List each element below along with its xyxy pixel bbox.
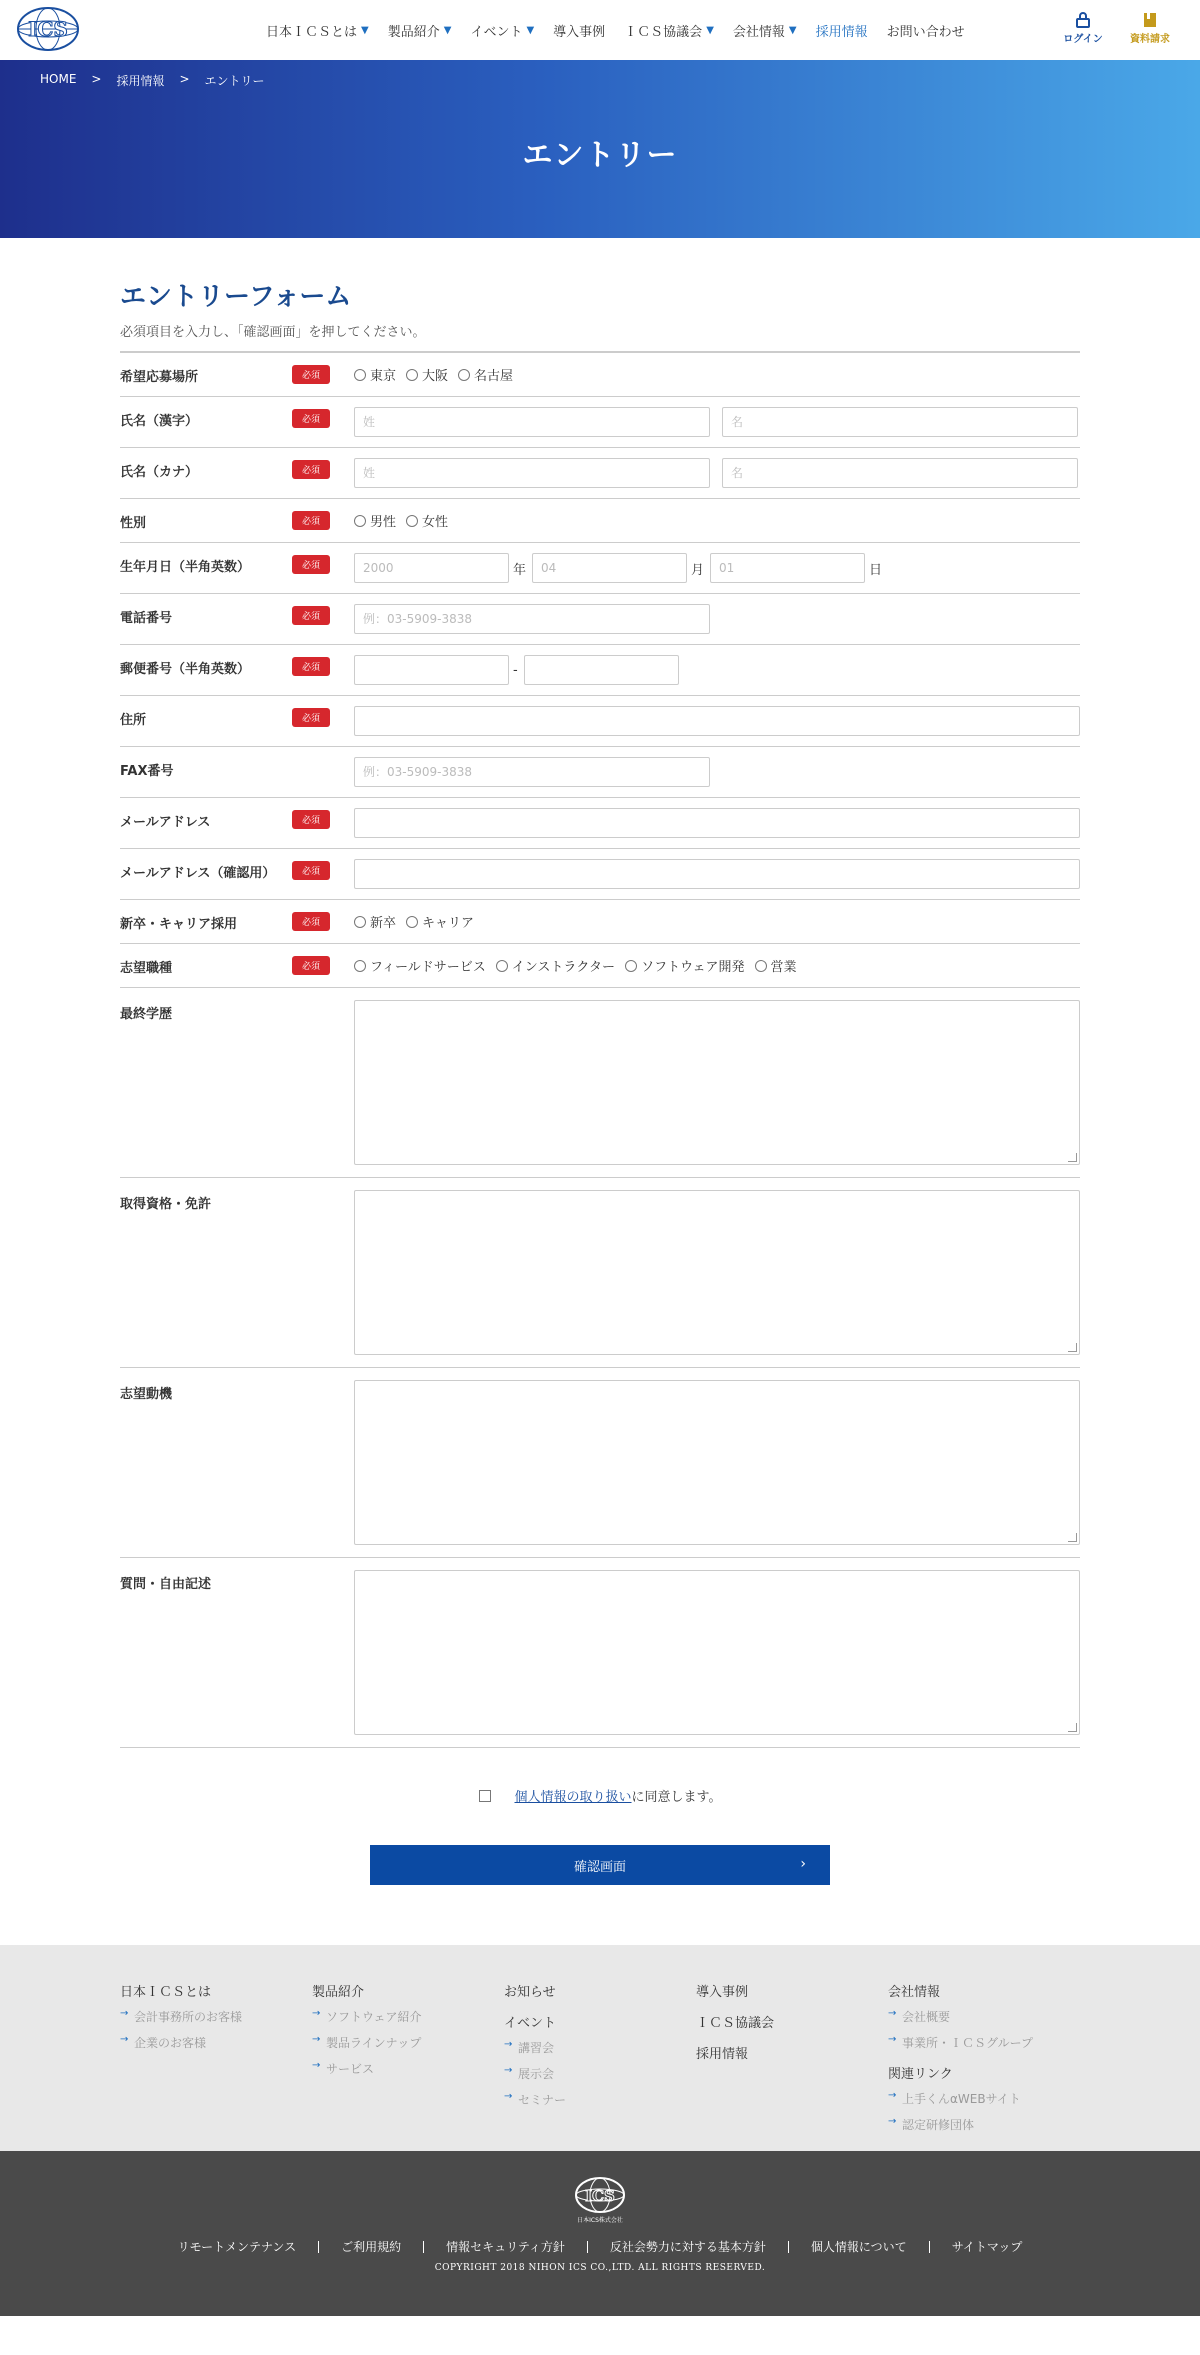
radio-label: 名古屋 xyxy=(474,369,514,384)
email-input[interactable] xyxy=(354,808,1080,838)
radio-option[interactable] xyxy=(354,365,396,384)
nav-item-label: 会社情報 xyxy=(732,24,785,40)
confirm-button-label: 確認画面 xyxy=(573,1859,626,1875)
form-row-phone xyxy=(120,594,1080,645)
required-badge: 必須 xyxy=(292,708,330,727)
footer-link[interactable]: → 認定研修団体 xyxy=(902,2116,1080,2133)
field-label: 最終学歴 xyxy=(120,1007,173,1022)
required-badge: 必須 xyxy=(292,460,330,479)
footer-heading-link[interactable]: 導入事例 xyxy=(696,1985,749,2000)
footer-link[interactable]: → 事業所・ＩＣＳグループ xyxy=(902,2034,1080,2051)
copyright: COPYRIGHT 2018 NIHON ICS CO.,LTD. ALL RIGHTS RESERVED. xyxy=(434,2263,766,2273)
field-label: 志望動機 xyxy=(120,1387,173,1402)
form-row-gender xyxy=(120,499,1080,543)
footer-heading-link[interactable]: 日本ＩＣＳとは xyxy=(120,1985,212,2000)
footer-column xyxy=(888,1981,1080,2142)
radio-option[interactable] xyxy=(354,511,396,530)
caret-down-icon: ▼ xyxy=(361,24,369,36)
nav-item-label: お問い合わせ xyxy=(886,24,965,40)
radio-label: 営業 xyxy=(770,960,797,975)
nav-item-label: 製品紹介 xyxy=(387,24,440,40)
field-label: 取得資格・免許 xyxy=(120,1197,212,1212)
breadcrumb-separator: > xyxy=(179,72,190,86)
radio-option[interactable] xyxy=(755,956,797,975)
footer-link[interactable]: → 企業のお客様 xyxy=(134,2034,312,2051)
form-row-name-kanji xyxy=(120,397,1080,448)
privacy-agreement xyxy=(120,1786,1080,1805)
radio-label: フィールドサービス xyxy=(370,960,486,975)
form-title: エントリーフォーム xyxy=(120,282,352,312)
field-label: 志望職種 xyxy=(120,961,173,976)
footer-link[interactable]: → サービス xyxy=(326,2060,504,2077)
footer-bottom-link[interactable]: ご利用規約 xyxy=(319,2241,424,2253)
fax-input[interactable] xyxy=(354,757,710,787)
nav-item-label: 日本ＩＣＳとは xyxy=(266,24,358,40)
radio-button[interactable] xyxy=(496,960,508,972)
radio-label: ソフトウェア開発 xyxy=(641,960,745,975)
required-badge: 必須 xyxy=(292,409,330,428)
required-badge: 必須 xyxy=(292,606,330,625)
form-row-postal xyxy=(120,645,1080,696)
phone-input[interactable] xyxy=(354,604,710,634)
radio-label: 女性 xyxy=(422,515,449,530)
footer-heading-link[interactable]: 会社情報 xyxy=(888,1985,941,2000)
radio-option[interactable] xyxy=(406,365,448,384)
nav-item-0[interactable] xyxy=(266,21,369,40)
nav-item-4[interactable] xyxy=(624,21,714,40)
location-radio-group xyxy=(354,363,1080,386)
birth-year-input[interactable] xyxy=(354,553,509,583)
radio-option[interactable] xyxy=(354,912,396,931)
footer-bottom-link[interactable]: サイトマップ xyxy=(951,2240,1023,2254)
caret-down-icon: ▼ xyxy=(706,24,714,36)
questions-textarea[interactable] xyxy=(354,1570,1080,1735)
radio-option[interactable] xyxy=(406,511,448,530)
form-row-job xyxy=(120,944,1080,988)
form-row-email-confirm xyxy=(120,849,1080,900)
login-button[interactable] xyxy=(1053,12,1113,45)
entry-form xyxy=(120,238,1080,1885)
form-row-questions xyxy=(120,1558,1080,1748)
required-badge: 必須 xyxy=(292,365,330,384)
nav-item-label: ＩＣＳ協議会 xyxy=(624,24,703,40)
ics-logo-icon[interactable] xyxy=(16,6,80,52)
confirm-button[interactable] xyxy=(370,1845,830,1885)
field-label: 郵便番号（半角英数） xyxy=(120,662,251,677)
birth-day-input[interactable] xyxy=(710,553,865,583)
email-confirm-input[interactable] xyxy=(354,859,1080,889)
form-row-fax xyxy=(120,747,1080,798)
footer-link[interactable]: → 製品ラインナップ xyxy=(326,2034,504,2051)
footer-bottom xyxy=(0,2151,1200,2316)
postal-code-second-input[interactable] xyxy=(524,655,679,685)
radio-option[interactable] xyxy=(625,956,744,975)
radio-label: 大阪 xyxy=(422,369,449,384)
radio-label: 男性 xyxy=(370,515,397,530)
footer-bottom-link[interactable]: リモートメンテナンス xyxy=(156,2241,319,2253)
job-radio-group xyxy=(354,954,1080,977)
radio-button[interactable] xyxy=(406,515,418,527)
required-badge: 必須 xyxy=(292,810,330,829)
form-row-address xyxy=(120,696,1080,747)
footer-link[interactable]: → 会社概要 xyxy=(902,2008,1080,2025)
radio-option[interactable] xyxy=(406,912,474,931)
radio-option[interactable] xyxy=(458,365,513,384)
field-label: FAX番号 xyxy=(120,764,174,779)
breadcrumb-recruit[interactable]: 採用情報 xyxy=(116,74,165,88)
nav-item-1[interactable] xyxy=(388,21,452,40)
radio-button[interactable] xyxy=(755,960,767,972)
footer-heading-link[interactable]: お知らせ xyxy=(504,1985,556,2000)
form-row-location xyxy=(120,353,1080,397)
form-row-licenses xyxy=(120,1178,1080,1368)
field-label: 質問・自由記述 xyxy=(120,1577,212,1592)
form-row-education xyxy=(120,988,1080,1178)
footer-bottom-link[interactable]: 反社会勢力に対する基本方針 xyxy=(588,2241,789,2253)
education-textarea[interactable] xyxy=(354,1000,1080,1165)
footer-column xyxy=(696,1981,888,2142)
required-badge: 必須 xyxy=(292,555,330,574)
svg-text:ICS: ICS xyxy=(28,17,68,41)
nav-item-label: 採用情報 xyxy=(815,24,868,40)
document-icon xyxy=(1143,12,1157,28)
footer-heading-link[interactable]: ＩＣＳ協議会 xyxy=(696,2016,775,2031)
nav-item-5[interactable] xyxy=(733,21,797,40)
radio-button[interactable] xyxy=(406,369,418,381)
required-badge: 必須 xyxy=(292,956,330,975)
last-name-kana-input[interactable] xyxy=(354,458,710,488)
main-nav xyxy=(266,0,984,60)
gender-radio-group xyxy=(354,509,1080,532)
footer-link[interactable]: → ソフトウェア紹介 xyxy=(326,2008,504,2025)
footer-link[interactable]: → 講習会 xyxy=(518,2039,696,2056)
birth-month-input[interactable] xyxy=(532,553,687,583)
site-header xyxy=(0,0,1200,60)
day-unit: 日 xyxy=(869,562,883,578)
required-badge: 必須 xyxy=(292,912,330,931)
radio-button[interactable] xyxy=(458,369,470,381)
breadcrumb-home[interactable]: HOME xyxy=(40,72,77,86)
footer-bottom-link[interactable]: 情報セキュリティ方針 xyxy=(424,2241,588,2253)
footer-column xyxy=(504,1981,696,2142)
privacy-policy-link[interactable]: 個人情報の取り扱い xyxy=(514,1790,632,1805)
agree-checkbox[interactable] xyxy=(479,1790,491,1802)
chevron-right-icon: › xyxy=(800,1856,806,1872)
nav-item-3[interactable] xyxy=(553,21,605,40)
last-name-kanji-input[interactable] xyxy=(354,407,710,437)
motivation-textarea[interactable] xyxy=(354,1380,1080,1545)
footer-column xyxy=(120,1981,312,2142)
hire-type-radio-group xyxy=(354,910,1080,933)
nav-item-6[interactable] xyxy=(816,21,868,40)
request-button[interactable] xyxy=(1120,12,1180,45)
nav-item-2[interactable] xyxy=(470,21,534,40)
field-label: 氏名（漢字） xyxy=(120,414,199,429)
footer-heading-link[interactable]: 関連リンク xyxy=(888,2067,953,2082)
form-row-name-kana xyxy=(120,448,1080,499)
breadcrumb-separator: > xyxy=(91,72,102,86)
form-row-email xyxy=(120,798,1080,849)
required-badge: 必須 xyxy=(292,511,330,530)
radio-button[interactable] xyxy=(354,960,366,972)
nav-item-7[interactable] xyxy=(887,21,965,40)
svg-text:ICS: ICS xyxy=(585,2187,615,2205)
footer-sitemap xyxy=(0,1945,1200,2151)
hero-banner xyxy=(0,60,1200,238)
request-label: 資料請求 xyxy=(1130,34,1170,45)
footer-heading-link[interactable]: 製品紹介 xyxy=(312,1985,365,2000)
form-lead: 必須項目を入力し、「確認画面」を押してください。 xyxy=(120,321,1080,353)
login-label: ログイン xyxy=(1063,34,1103,45)
field-label: 新卒・キャリア採用 xyxy=(120,917,238,932)
caret-down-icon: ▼ xyxy=(788,24,797,36)
radio-button[interactable] xyxy=(354,369,366,381)
licenses-textarea[interactable] xyxy=(354,1190,1080,1355)
address-input[interactable] xyxy=(354,706,1080,736)
breadcrumb-current: エントリー xyxy=(204,74,265,88)
field-label: 性別 xyxy=(120,516,147,531)
footer-logo-icon xyxy=(570,2175,630,2225)
footer-links xyxy=(0,2241,1200,2253)
field-label: 生年月日（半角英数） xyxy=(120,560,251,575)
radio-button[interactable] xyxy=(354,916,366,928)
radio-label: キャリア xyxy=(422,916,475,931)
footer-column xyxy=(312,1981,504,2142)
caret-down-icon: ▼ xyxy=(526,24,535,36)
radio-option[interactable] xyxy=(354,956,486,975)
footer-link[interactable]: → 上手くんαWEBサイト xyxy=(902,2090,1080,2107)
postal-code-first-input[interactable] xyxy=(354,655,509,685)
year-unit: 年 xyxy=(513,562,527,578)
svg-text:日本ICS株式会社: 日本ICS株式会社 xyxy=(577,2217,623,2224)
postal-separator: - xyxy=(513,662,518,678)
field-label: 希望応募場所 xyxy=(120,370,199,385)
radio-button[interactable] xyxy=(406,916,418,928)
radio-label: 東京 xyxy=(370,369,397,384)
footer-link[interactable]: → セミナー xyxy=(518,2091,696,2108)
first-name-kana-input[interactable] xyxy=(722,458,1078,488)
lock-icon xyxy=(1076,12,1090,28)
field-label: 住所 xyxy=(120,713,147,728)
footer-link[interactable]: → 展示会 xyxy=(518,2065,696,2082)
form-row-motivation xyxy=(120,1368,1080,1558)
field-label: メールアドレス xyxy=(120,815,211,830)
form-row-birthday xyxy=(120,543,1080,594)
radio-option[interactable] xyxy=(496,956,615,975)
caret-down-icon: ▼ xyxy=(443,24,452,36)
field-label: 電話番号 xyxy=(120,611,173,626)
footer-bottom-link[interactable]: 個人情報について xyxy=(789,2241,930,2253)
field-label: メールアドレス（確認用） xyxy=(120,866,276,881)
radio-label: 新卒 xyxy=(370,916,397,931)
required-badge: 必須 xyxy=(292,657,330,676)
required-badge: 必須 xyxy=(292,861,330,880)
page-title: エントリー xyxy=(522,138,678,173)
field-label: 氏名（カナ） xyxy=(120,465,199,480)
form-row-hire-type xyxy=(120,900,1080,944)
footer-heading-link[interactable]: 採用情報 xyxy=(696,2047,749,2062)
radio-button[interactable] xyxy=(354,515,366,527)
first-name-kanji-input[interactable] xyxy=(722,407,1078,437)
radio-label: インストラクター xyxy=(511,960,616,975)
footer-heading-link[interactable]: イベント xyxy=(504,2016,557,2031)
footer-link[interactable]: → 会計事務所のお客様 xyxy=(134,2008,312,2025)
radio-button[interactable] xyxy=(625,960,637,972)
month-unit: 月 xyxy=(691,562,705,578)
agree-text: に同意します。 xyxy=(631,1790,722,1805)
nav-item-label: イベント xyxy=(470,24,523,40)
nav-item-label: 導入事例 xyxy=(553,24,606,40)
breadcrumb xyxy=(40,72,280,89)
